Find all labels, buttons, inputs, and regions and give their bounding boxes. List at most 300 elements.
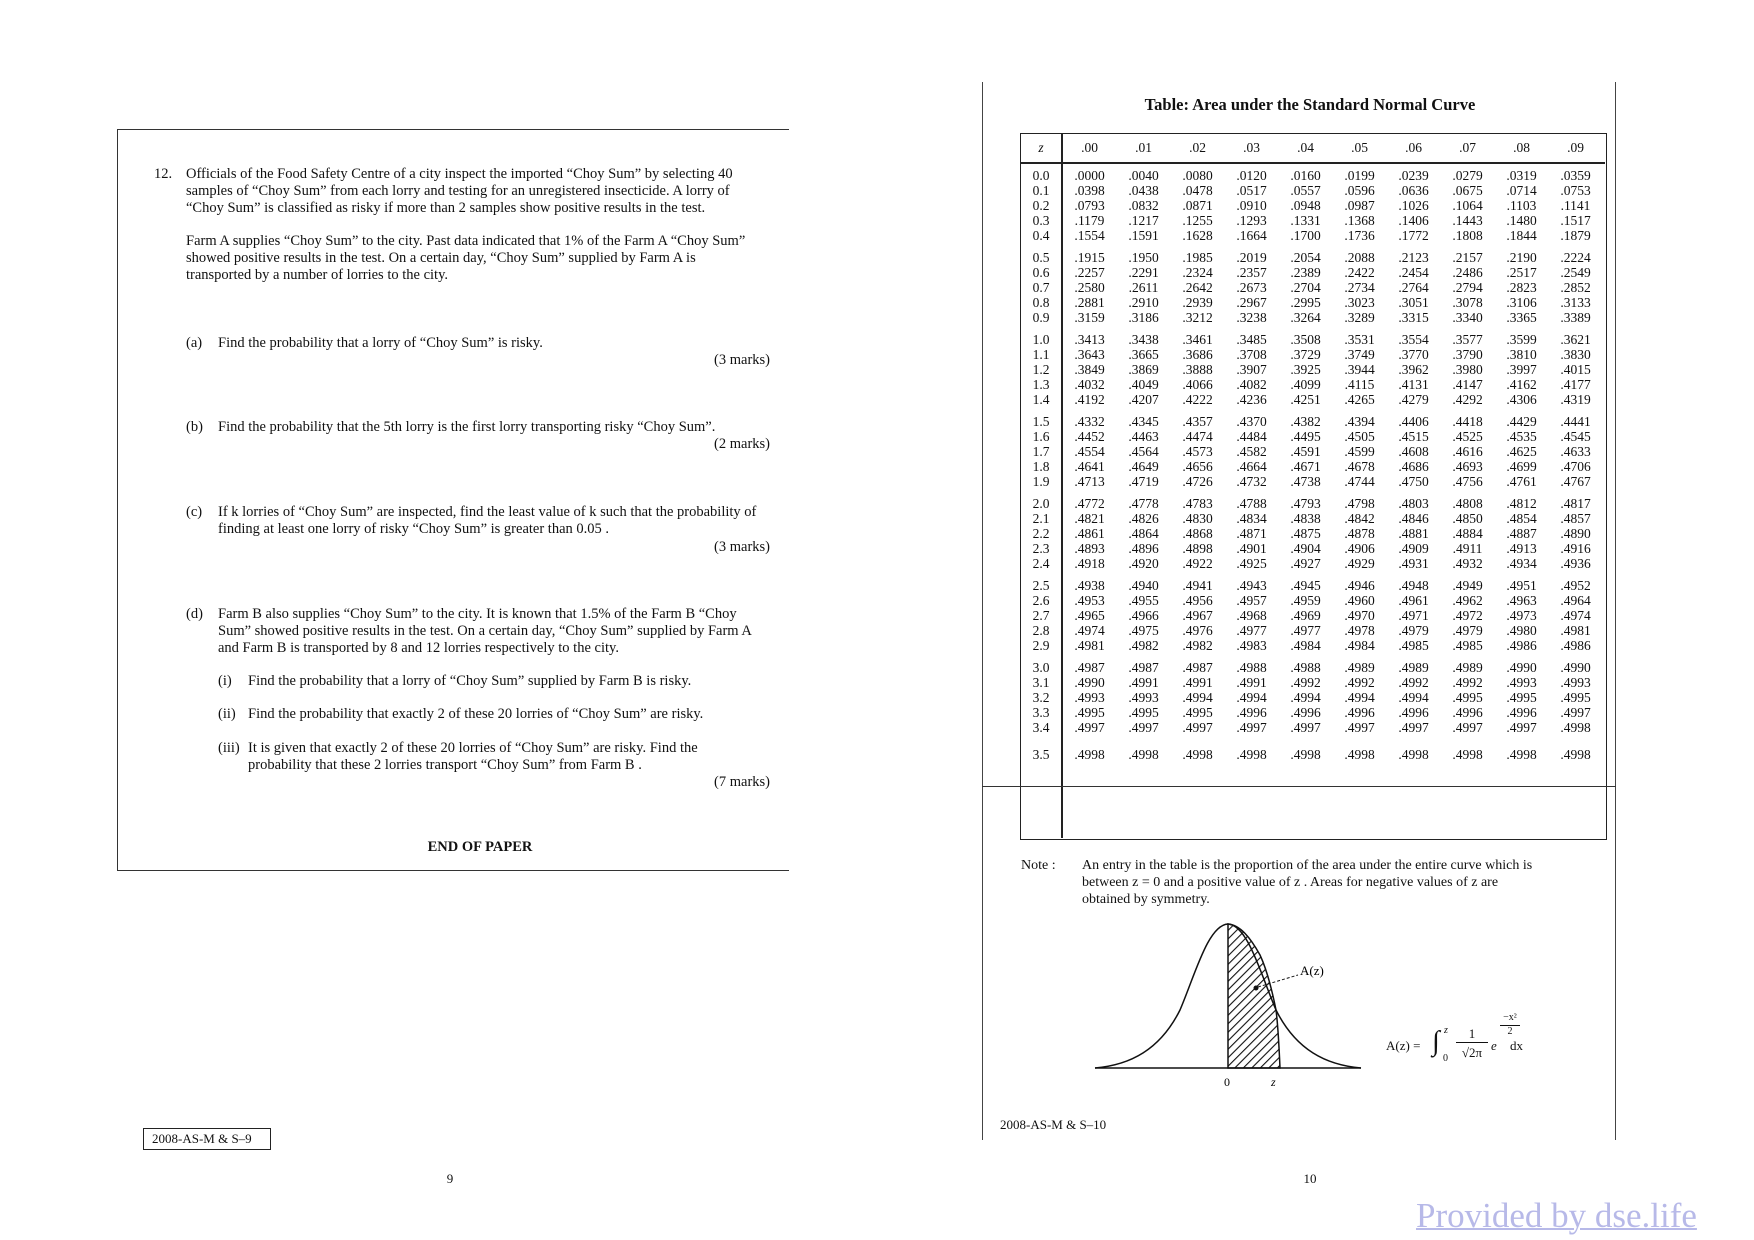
area-value: .4967 xyxy=(1182,608,1213,623)
formula-dx: dx xyxy=(1510,1038,1523,1053)
part-d-iii-text: It is given that exactly 2 of these 20 lorries of “Choy Sum” are risky. Find the probability that these 2 lorries transport “Choy Sum” from Farm B . xyxy=(248,740,698,773)
area-value: .4927 xyxy=(1290,556,1321,571)
z-value: 2.3 xyxy=(1032,541,1050,556)
area-value: .4808 xyxy=(1452,496,1483,511)
z-value: 1.8 xyxy=(1032,459,1050,474)
note-text: An entry in the table is the proportion of the area under the entire curve which is between z = 0 and a positive value of z . Areas for negative values of z are obtained by symmetry. xyxy=(1082,858,1533,907)
area-value: .0948 xyxy=(1290,198,1321,213)
area-value: .3577 xyxy=(1452,332,1483,347)
page-right-rule xyxy=(1615,82,1616,1140)
page-number-right: 10 xyxy=(1303,1171,1317,1186)
area-value: .4989 xyxy=(1452,660,1483,675)
area-value: .4878 xyxy=(1344,526,1375,541)
shaded-area xyxy=(1228,924,1280,1068)
table-row xyxy=(1021,638,1605,653)
area-value: .3389 xyxy=(1560,310,1591,325)
table-row xyxy=(1021,459,1605,474)
area-value: .3485 xyxy=(1236,332,1267,347)
area-value: .4115 xyxy=(1344,377,1375,392)
z-value: 0.5 xyxy=(1032,250,1050,265)
area-value: .4976 xyxy=(1182,623,1213,638)
area-value: .1950 xyxy=(1128,250,1159,265)
z-value: 2.7 xyxy=(1032,608,1050,623)
area-value: .4997 xyxy=(1236,720,1267,735)
area-value: .4535 xyxy=(1506,429,1537,444)
area-value: .4441 xyxy=(1560,414,1591,429)
area-value: .4871 xyxy=(1236,526,1267,541)
table-row xyxy=(1021,310,1605,325)
area-value: .4953 xyxy=(1074,593,1105,608)
area-value: .4015 xyxy=(1560,362,1591,377)
area-value: .4706 xyxy=(1560,459,1591,474)
area-value: .4938 xyxy=(1074,578,1105,593)
area-value: .4082 xyxy=(1236,377,1267,392)
table-row xyxy=(1021,720,1605,735)
area-value: .3980 xyxy=(1452,362,1483,377)
part-d-ii-label: (ii) xyxy=(218,706,236,722)
fraction-numerator: 1 xyxy=(1468,1026,1476,1041)
area-value: .3340 xyxy=(1452,310,1483,325)
area-value: .4990 xyxy=(1560,660,1591,675)
area-value: .4591 xyxy=(1290,444,1321,459)
area-value: .0040 xyxy=(1128,168,1159,183)
area-value: .4931 xyxy=(1398,556,1429,571)
area-value: .0120 xyxy=(1236,168,1267,183)
area-value: .2224 xyxy=(1560,250,1591,265)
area-value: .4744 xyxy=(1344,474,1375,489)
area-value: .4463 xyxy=(1128,429,1159,444)
header-col: .00 xyxy=(1081,140,1098,155)
area-value: .4986 xyxy=(1506,638,1537,653)
area-value: .1772 xyxy=(1398,228,1429,243)
area-value: .4987 xyxy=(1182,660,1213,675)
area-value: .4032 xyxy=(1074,377,1105,392)
area-value: .4989 xyxy=(1398,660,1429,675)
area-value: .4994 xyxy=(1344,690,1375,705)
part-a-label: (a) xyxy=(186,335,203,351)
area-value: .4854 xyxy=(1506,511,1537,526)
area-value: .4564 xyxy=(1128,444,1159,459)
area-value: .4656 xyxy=(1182,459,1213,474)
part-d-i-label: (i) xyxy=(218,673,232,689)
area-value: .4406 xyxy=(1398,414,1429,429)
area-value: .4821 xyxy=(1074,511,1105,526)
area-value: .1808 xyxy=(1452,228,1483,243)
header-z: z xyxy=(1038,140,1044,155)
area-value: .0080 xyxy=(1182,168,1213,183)
area-value: .4649 xyxy=(1128,459,1159,474)
area-value: .3729 xyxy=(1290,347,1321,362)
area-value: .4525 xyxy=(1452,429,1483,444)
integral-upper: z xyxy=(1444,1025,1448,1036)
table-row xyxy=(1021,660,1605,675)
area-value: .3023 xyxy=(1344,295,1375,310)
area-value: .4997 xyxy=(1452,720,1483,735)
area-value: .4996 xyxy=(1344,705,1375,720)
area-value: .4998 xyxy=(1398,747,1429,762)
z-value: 1.2 xyxy=(1032,362,1050,377)
z-value: 3.3 xyxy=(1032,705,1050,720)
z-value: 0.0 xyxy=(1032,168,1050,183)
z-value: 1.6 xyxy=(1032,429,1050,444)
area-value: .4236 xyxy=(1236,392,1267,407)
area-value: .4997 xyxy=(1398,720,1429,735)
table-row xyxy=(1021,347,1605,362)
area-value: .4963 xyxy=(1506,593,1537,608)
area-value: .3599 xyxy=(1506,332,1537,347)
area-value: .4941 xyxy=(1182,578,1213,593)
area-value: .4857 xyxy=(1560,511,1591,526)
area-value: .2019 xyxy=(1236,250,1267,265)
table-row xyxy=(1021,526,1605,541)
area-value: .2734 xyxy=(1344,280,1375,295)
area-value: .1179 xyxy=(1074,213,1105,228)
table-row xyxy=(1021,198,1605,213)
area-value: .4887 xyxy=(1506,526,1537,541)
table-row xyxy=(1021,392,1605,407)
area-value: .3186 xyxy=(1128,310,1159,325)
z-value: 3.5 xyxy=(1032,747,1050,762)
area-value: .4131 xyxy=(1398,377,1429,392)
area-value: .4515 xyxy=(1398,429,1429,444)
area-value: .0910 xyxy=(1236,198,1267,213)
area-value: .1664 xyxy=(1236,228,1267,243)
z-value: 1.0 xyxy=(1032,332,1050,347)
farm-a-paragraph: Farm A supplies “Choy Sum” to the city. Past data indicated that 1% of the Farm A “Choy Sum” showed positive results in the test. On a certain day, “Choy Sum” supplied by Farm A is transported by a number of lorries to the city. xyxy=(186,233,746,283)
table-row xyxy=(1021,496,1605,511)
area-value: .0239 xyxy=(1398,168,1429,183)
area-value: .1141 xyxy=(1560,198,1591,213)
area-value: .4961 xyxy=(1398,593,1429,608)
area-value: .4306 xyxy=(1506,392,1537,407)
area-value: .4884 xyxy=(1452,526,1483,541)
area-value: .4177 xyxy=(1560,377,1591,392)
area-value: .4474 xyxy=(1182,429,1213,444)
area-value: .3790 xyxy=(1452,347,1483,362)
header-col: .07 xyxy=(1459,140,1476,155)
area-value: .4991 xyxy=(1236,675,1267,690)
area-value: .1915 xyxy=(1074,250,1105,265)
table-row xyxy=(1021,511,1605,526)
area-value: .4997 xyxy=(1560,705,1591,720)
table-row xyxy=(1021,332,1605,347)
question-intro: Officials of the Food Safety Centre of a city inspect the imported “Choy Sum” by selecting 40 samples of “Choy Sum” from each lorry and testing for an unregistered insecticide. A lorry of “Choy Sum” is classified as risky if more than 2 samples show positive results in the test. xyxy=(186,166,733,216)
fraction-denominator: √2π xyxy=(1461,1045,1483,1060)
area-value: .4918 xyxy=(1074,556,1105,571)
table-row xyxy=(1021,747,1605,762)
z-value: 1.1 xyxy=(1032,347,1050,362)
z-value: 1.9 xyxy=(1032,474,1050,489)
area-value: .4911 xyxy=(1452,541,1483,556)
area-value: .4599 xyxy=(1344,444,1375,459)
formula xyxy=(1386,1012,1531,1068)
table-row xyxy=(1021,414,1605,429)
z-value: 0.1 xyxy=(1032,183,1050,198)
area-value: .1368 xyxy=(1344,213,1375,228)
area-value: .4936 xyxy=(1560,556,1591,571)
z-value: 1.4 xyxy=(1032,392,1050,407)
area-value: .3133 xyxy=(1560,295,1591,310)
area-value: .4966 xyxy=(1128,608,1159,623)
area-value: .4893 xyxy=(1074,541,1105,556)
area-value: .4982 xyxy=(1128,638,1159,653)
area-value: .4906 xyxy=(1344,541,1375,556)
area-value: .4992 xyxy=(1398,675,1429,690)
header-col: .08 xyxy=(1513,140,1530,155)
area-value: .4996 xyxy=(1236,705,1267,720)
area-value: .4192 xyxy=(1074,392,1105,407)
area-value: .3106 xyxy=(1506,295,1537,310)
header-col: .03 xyxy=(1243,140,1260,155)
area-value: .4495 xyxy=(1290,429,1321,444)
area-value: .4641 xyxy=(1074,459,1105,474)
area-value: .4969 xyxy=(1290,608,1321,623)
header-col: .09 xyxy=(1567,140,1584,155)
area-value: .4993 xyxy=(1128,690,1159,705)
table-row xyxy=(1021,690,1605,705)
area-value: .3907 xyxy=(1236,362,1267,377)
area-value: .4838 xyxy=(1290,511,1321,526)
z-value: 0.3 xyxy=(1032,213,1050,228)
area-value: .4382 xyxy=(1290,414,1321,429)
exp-numerator: −x² xyxy=(1503,1012,1517,1023)
part-c-label: (c) xyxy=(186,504,203,520)
area-value: .4990 xyxy=(1506,660,1537,675)
integral-sign: ∫ xyxy=(1432,1026,1440,1057)
table-row xyxy=(1021,295,1605,310)
area-value: .4992 xyxy=(1344,675,1375,690)
z-label: z xyxy=(1271,1075,1276,1089)
area-value: .4988 xyxy=(1290,660,1321,675)
area-value: .4996 xyxy=(1290,705,1321,720)
area-value: .4968 xyxy=(1236,608,1267,623)
area-value: .4974 xyxy=(1560,608,1591,623)
area-value: .4952 xyxy=(1560,578,1591,593)
area-value: .4974 xyxy=(1074,623,1105,638)
area-value: .4834 xyxy=(1236,511,1267,526)
area-value: .0478 xyxy=(1182,183,1213,198)
area-value: .4545 xyxy=(1560,429,1591,444)
area-value: .4972 xyxy=(1452,608,1483,623)
area-value: .1700 xyxy=(1290,228,1321,243)
area-value: .4772 xyxy=(1074,496,1105,511)
area-value: .2422 xyxy=(1344,265,1375,280)
area-value: .2291 xyxy=(1128,265,1159,280)
area-value: .4981 xyxy=(1074,638,1105,653)
area-value: .4699 xyxy=(1506,459,1537,474)
watermark-link[interactable]: Provided by dse.life xyxy=(1416,1196,1697,1235)
area-value: .4633 xyxy=(1560,444,1591,459)
area-value: .4994 xyxy=(1290,690,1321,705)
area-value: .0438 xyxy=(1128,183,1159,198)
area-value: .4292 xyxy=(1452,392,1483,407)
area-value: .4812 xyxy=(1506,496,1537,511)
table-row xyxy=(1021,474,1605,489)
area-value: .4738 xyxy=(1290,474,1321,489)
integral-lower: 0 xyxy=(1443,1053,1448,1064)
area-value: .4778 xyxy=(1128,496,1159,511)
area-value: .2157 xyxy=(1452,250,1483,265)
area-value: .0160 xyxy=(1290,168,1321,183)
area-value: .2454 xyxy=(1398,265,1429,280)
area-value: .3238 xyxy=(1236,310,1267,325)
area-value: .3289 xyxy=(1344,310,1375,325)
area-value: .4956 xyxy=(1182,593,1213,608)
area-value: .0319 xyxy=(1506,168,1537,183)
area-value: .2517 xyxy=(1506,265,1537,280)
area-value: .4726 xyxy=(1182,474,1213,489)
area-value: .3686 xyxy=(1182,347,1213,362)
z-value: 0.9 xyxy=(1032,310,1050,325)
area-value: .4686 xyxy=(1398,459,1429,474)
area-value: .3621 xyxy=(1560,332,1591,347)
area-value: .4981 xyxy=(1560,623,1591,638)
area-value: .4994 xyxy=(1398,690,1429,705)
table-row xyxy=(1021,623,1605,638)
area-value: .4991 xyxy=(1128,675,1159,690)
area-value: .2123 xyxy=(1398,250,1429,265)
area-value: .1628 xyxy=(1182,228,1213,243)
area-value: .1591 xyxy=(1128,228,1159,243)
area-value: .4319 xyxy=(1560,392,1591,407)
area-value: .4875 xyxy=(1290,526,1321,541)
area-value: .4995 xyxy=(1074,705,1105,720)
area-value: .4066 xyxy=(1182,377,1213,392)
z-value: 1.3 xyxy=(1032,377,1050,392)
area-value: .4993 xyxy=(1506,675,1537,690)
area-value: .4901 xyxy=(1236,541,1267,556)
area-value: .4664 xyxy=(1236,459,1267,474)
area-value: .4678 xyxy=(1344,459,1375,474)
area-value: .3665 xyxy=(1128,347,1159,362)
area-value: .4732 xyxy=(1236,474,1267,489)
area-value: .4979 xyxy=(1398,623,1429,638)
header-col: .05 xyxy=(1351,140,1368,155)
area-value: .4913 xyxy=(1506,541,1537,556)
area-value: .4909 xyxy=(1398,541,1429,556)
area-value: .3925 xyxy=(1290,362,1321,377)
header-col: .01 xyxy=(1135,140,1152,155)
area-value: .0398 xyxy=(1074,183,1105,198)
area-value: .4998 xyxy=(1560,747,1591,762)
table-row xyxy=(1021,250,1605,265)
z-value: 1.7 xyxy=(1032,444,1050,459)
area-value: .4960 xyxy=(1344,593,1375,608)
area-value: .1103 xyxy=(1506,198,1537,213)
area-value: .3997 xyxy=(1506,362,1537,377)
area-value: .4671 xyxy=(1290,459,1321,474)
area-value: .4977 xyxy=(1236,623,1267,638)
part-d-label: (d) xyxy=(186,606,203,622)
area-value: .4625 xyxy=(1506,444,1537,459)
area-value: .1517 xyxy=(1560,213,1591,228)
area-value: .4998 xyxy=(1452,747,1483,762)
area-value: .4767 xyxy=(1560,474,1591,489)
area-value: .4970 xyxy=(1344,608,1375,623)
area-value: .2389 xyxy=(1290,265,1321,280)
area-value: .2257 xyxy=(1074,265,1105,280)
area-value: .4788 xyxy=(1236,496,1267,511)
area-value: .4925 xyxy=(1236,556,1267,571)
table-row xyxy=(1021,608,1605,623)
area-value: .2673 xyxy=(1236,280,1267,295)
area-value: .1736 xyxy=(1344,228,1375,243)
area-value: .4988 xyxy=(1236,660,1267,675)
area-value: .4973 xyxy=(1506,608,1537,623)
area-value: .4992 xyxy=(1452,675,1483,690)
z-value: 0.6 xyxy=(1032,265,1050,280)
area-value: .0987 xyxy=(1344,198,1375,213)
area-value: .4998 xyxy=(1236,747,1267,762)
area-value: .4997 xyxy=(1290,720,1321,735)
z-value: 2.5 xyxy=(1032,578,1050,593)
area-value: .4951 xyxy=(1506,578,1537,593)
area-value: .4997 xyxy=(1344,720,1375,735)
area-value: .4904 xyxy=(1290,541,1321,556)
table-row xyxy=(1021,228,1605,243)
note-label: Note : xyxy=(1021,858,1056,873)
area-value: .3315 xyxy=(1398,310,1429,325)
area-value: .4826 xyxy=(1128,511,1159,526)
area-value: .4881 xyxy=(1398,526,1429,541)
area-value: .4608 xyxy=(1398,444,1429,459)
area-value: .4995 xyxy=(1560,690,1591,705)
area-value: .4998 xyxy=(1290,747,1321,762)
area-value: .4761 xyxy=(1506,474,1537,489)
area-value: .2939 xyxy=(1182,295,1213,310)
area-value: .4357 xyxy=(1182,414,1213,429)
area-value: .4991 xyxy=(1182,675,1213,690)
area-value: .4452 xyxy=(1074,429,1105,444)
area-value: .2324 xyxy=(1182,265,1213,280)
table-row xyxy=(1021,578,1605,593)
area-value: .2054 xyxy=(1290,250,1321,265)
area-value: .3749 xyxy=(1344,347,1375,362)
table-row xyxy=(1021,280,1605,295)
area-value: .3051 xyxy=(1398,295,1429,310)
area-value: .4429 xyxy=(1506,414,1537,429)
area-value: .4830 xyxy=(1182,511,1213,526)
area-value: .4995 xyxy=(1506,690,1537,705)
area-value: .0832 xyxy=(1128,198,1159,213)
area-value: .3962 xyxy=(1398,362,1429,377)
area-value: .3264 xyxy=(1290,310,1321,325)
part-d-text: Farm B also supplies “Choy Sum” to the city. It is known that 1.5% of the Farm B “Choy Sum” showed positive results in the test. On a certain day, “Choy Sum” supplied by Farm A and Farm B is transported by 8 and 12 lorries respectively to the city. xyxy=(218,606,752,656)
area-value: .2088 xyxy=(1344,250,1375,265)
z-value: 0.2 xyxy=(1032,198,1050,213)
area-value: .3159 xyxy=(1074,310,1105,325)
area-value: .4998 xyxy=(1506,747,1537,762)
area-value: .1406 xyxy=(1398,213,1429,228)
area-value: .4943 xyxy=(1236,578,1267,593)
z-value: 2.8 xyxy=(1032,623,1050,638)
part-a-marks: (3 marks) xyxy=(714,352,770,368)
z-value: 2.9 xyxy=(1032,638,1050,653)
header-col: .04 xyxy=(1297,140,1314,155)
area-value: .4994 xyxy=(1236,690,1267,705)
table-row xyxy=(1021,541,1605,556)
header-col: .02 xyxy=(1189,140,1206,155)
area-value: .4993 xyxy=(1074,690,1105,705)
area-value: .4940 xyxy=(1128,578,1159,593)
area-value: .4099 xyxy=(1290,377,1321,392)
area-value: .3643 xyxy=(1074,347,1105,362)
area-value: .4997 xyxy=(1506,720,1537,735)
area-value: .4868 xyxy=(1182,526,1213,541)
area-value: .4998 xyxy=(1182,747,1213,762)
z-value: 2.4 xyxy=(1032,556,1050,571)
area-value: .4946 xyxy=(1344,578,1375,593)
